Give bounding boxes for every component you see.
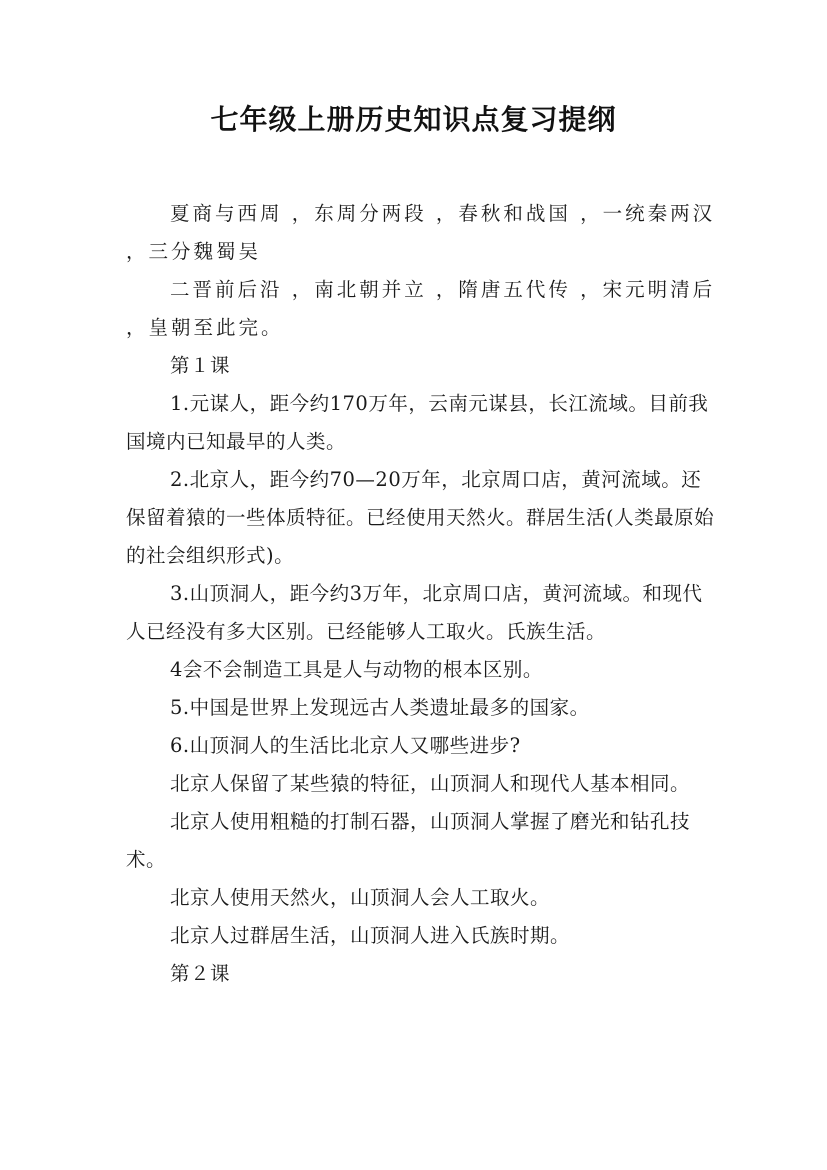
answer-fire: 北京人使用天然火，山顶洞人会人工取火。: [170, 886, 551, 909]
point-upper-cave-man: 3.山顶洞人，距今约3万年，北京周口店，黄河流域。和现代人已经没有多大区别。已经能够人工取火。氏族生活。: [126, 582, 703, 643]
answer-physical-traits: 北京人保留了某些猿的特征，山顶洞人和现代人基本相同。: [170, 772, 691, 795]
lesson-1-heading: 第１课: [170, 354, 231, 377]
dynasty-verse-line-1: 夏商与西周 ，东周分两段 ，春秋和战国 ，一统秦两汉 ，三分魏蜀吴: [126, 202, 716, 263]
dynasty-verse-line-2: 二晋前后沿 ，南北朝并立 ，隋唐五代传 ，宋元明清后 ，皇朝至此完。: [126, 278, 716, 339]
document-title: 七年级上册历史知识点复习提纲: [210, 103, 617, 136]
answer-stone-tools: 北京人使用粗糙的打制石器，山顶洞人掌握了磨光和钻孔技术。: [126, 810, 691, 871]
point-yuanmou-man: 1.元谋人，距今约170万年，云南元谋县，长江流域。目前我国境内已知最早的人类。: [126, 392, 709, 453]
answer-social-life: 北京人过群居生活，山顶洞人进入氏族时期。: [170, 924, 571, 947]
document-body: [126, 195, 716, 993]
point-peking-man: 2.北京人，距今约70—20万年，北京周口店，黄河流域。还保留着猿的一些体质特征。已经使用天然火。群居生活(人类最原始的社会组织形式)。: [126, 468, 715, 567]
question-progress: 6.山顶洞人的生活比北京人又哪些进步?: [170, 734, 521, 757]
point-tool-making: 4会不会制造工具是人与动物的根本区别。: [170, 658, 543, 681]
point-most-sites: 5.中国是世界上发现远古人类遗址最多的国家。: [170, 696, 590, 719]
lesson-2-heading: 第２课: [170, 962, 231, 985]
